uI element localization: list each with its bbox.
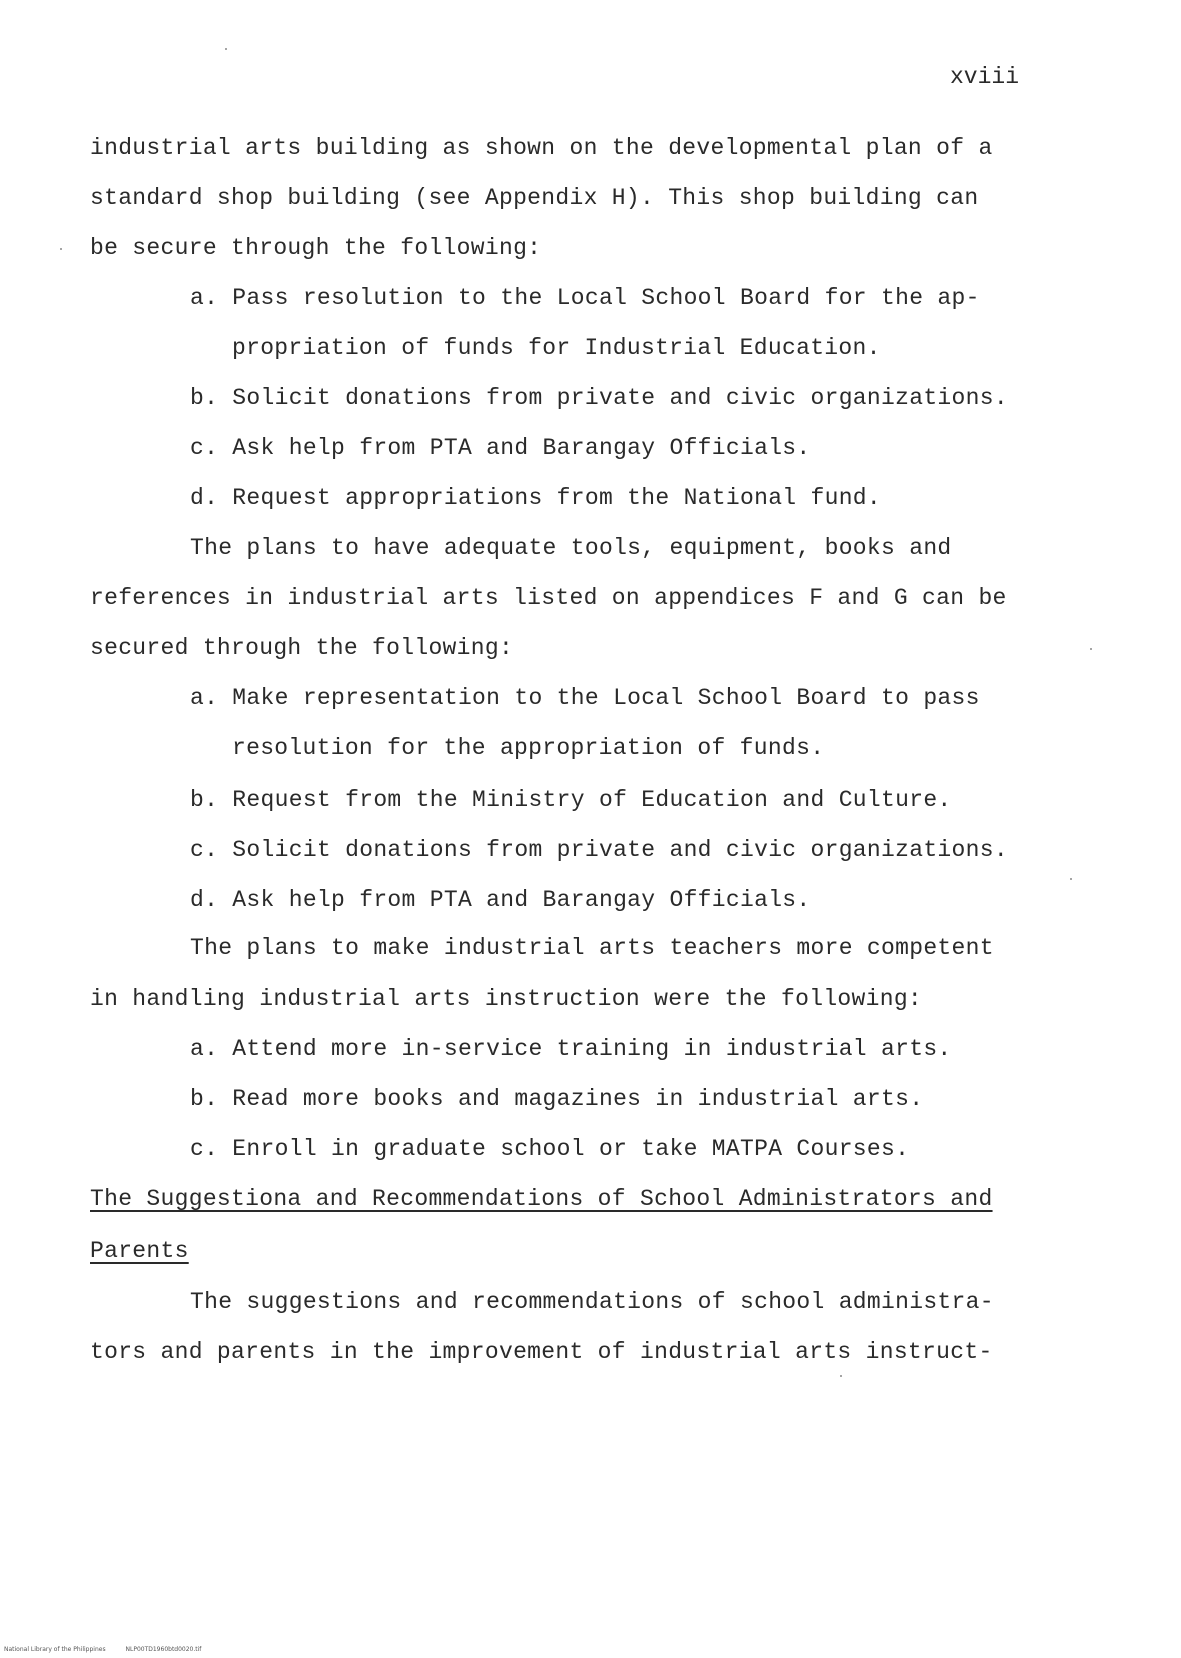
text-line: The suggestions and recommendations of school administra- xyxy=(190,1289,994,1315)
scan-speck xyxy=(60,248,62,250)
list-item: c. Solicit donations from private and civic organizations. xyxy=(190,837,1008,863)
list-item: b. Solicit donations from private and civic organizations. xyxy=(190,385,1008,411)
text-line: The plans to have adequate tools, equipment, books and xyxy=(190,535,952,561)
list-item: d. Ask help from PTA and Barangay Officials. xyxy=(190,887,811,913)
text-line: in handling industrial arts instruction were the following: xyxy=(90,986,923,1012)
text-line: industrial arts building as shown on the developmental plan of a xyxy=(90,135,993,161)
page-number: xviii xyxy=(949,64,1019,90)
list-item: c. Ask help from PTA and Barangay Officials. xyxy=(190,435,811,461)
scan-speck xyxy=(1090,648,1092,650)
scan-speck xyxy=(225,48,227,50)
footer-library: National Library of the Philippines xyxy=(4,1646,106,1653)
scan-speck xyxy=(840,1375,842,1377)
text-line: secured through the following: xyxy=(90,635,514,661)
text-line: be secure through the following: xyxy=(90,235,542,261)
list-item: c. Enroll in graduate school or take MATPA Courses. xyxy=(190,1136,910,1162)
list-item-continuation: propriation of funds for Industrial Education. xyxy=(232,335,881,361)
list-item: a. Pass resolution to the Local School Board for the ap- xyxy=(190,285,980,311)
list-item: a. Attend more in-service training in industrial arts. xyxy=(190,1036,952,1062)
text-line: references in industrial arts listed on appendices F and G can be xyxy=(90,585,1007,611)
list-item: d. Request appropriations from the National fund. xyxy=(190,485,882,511)
text-line: The plans to make industrial arts teachers more competent xyxy=(190,935,994,961)
list-item: a. Make representation to the Local School Board to pass xyxy=(190,685,980,711)
list-item: b. Read more books and magazines in industrial arts. xyxy=(190,1086,924,1112)
footer-file: NLP00TD1960btd0020.tif xyxy=(125,1646,202,1653)
text-line: tors and parents in the improvement of industrial arts instruct- xyxy=(90,1339,993,1365)
section-heading: Parents xyxy=(90,1238,189,1264)
list-item-continuation: resolution for the appropriation of funds. xyxy=(232,735,825,761)
section-heading: The Suggestiona and Recommendations of School Administrators and xyxy=(90,1186,993,1212)
text-line: standard shop building (see Appendix H). This shop building can xyxy=(90,185,979,211)
scan-speck xyxy=(1070,878,1072,880)
list-item: b. Request from the Ministry of Education and Culture. xyxy=(190,787,952,813)
scan-footer xyxy=(4,1646,219,1654)
